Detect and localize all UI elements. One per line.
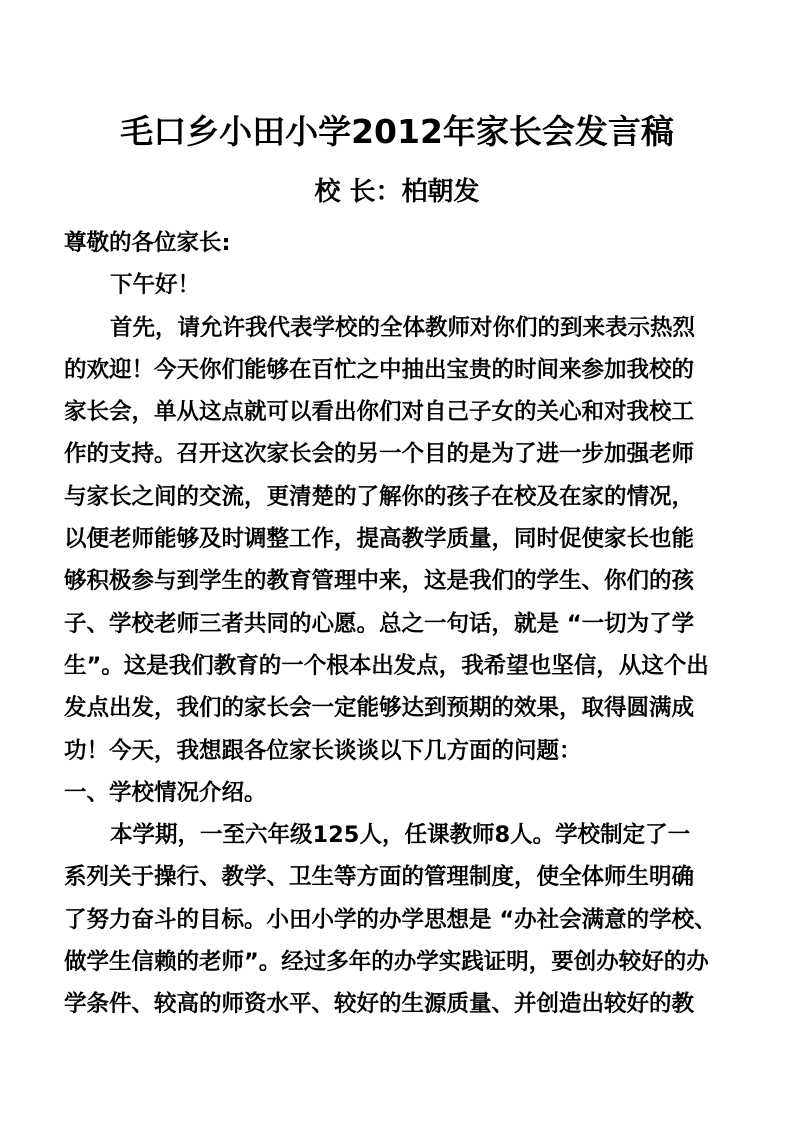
paragraph-line: 做学生信赖的老师”。经过多年的办学实践证明，要创办较好的办 <box>64 949 709 976</box>
paragraph-line: 学条件、较高的师资水平、较好的生源质量、并创造出较好的教 <box>64 991 695 1018</box>
paragraph-line: 以便老师能够及时调整工作，提高教学质量，同时促使家长也能 <box>64 526 695 553</box>
document-title: 毛口乡小田小学2012年家长会发言稿 <box>120 112 674 151</box>
paragraph-line: 本学期，一至六年级125人，任课教师8人。学校制定了一 <box>110 822 691 849</box>
paragraph-line: 一、学校情况介绍。 <box>64 779 267 806</box>
paragraph-line: 发点出发，我们的家长会一定能够达到预期的效果，取得圆满成 <box>64 695 695 722</box>
paragraph-line: 够积极参与到学生的教育管理中来，这是我们的学生、你们的孩 <box>64 568 695 595</box>
paragraph-line: 的欢迎！今天你们能够在百忙之中抽出宝贵的时间来参加我校的 <box>64 356 695 383</box>
paragraph-line: 子、学校老师三者共同的心愿。总之一句话，就是 “一切为了学 <box>64 610 695 637</box>
paragraph-line: 下午好！ <box>110 272 201 299</box>
paragraph-line: 作的支持。召开这次家长会的另一个目的是为了进一步加强老师 <box>64 441 695 468</box>
author-line: 校 长：柏朝发 <box>314 177 480 207</box>
paragraph-line: 功！今天，我想跟各位家长谈谈以下几方面的问题： <box>64 737 582 764</box>
paragraph-line: 与家长之间的交流，更清楚的了解你的孩子在校及在家的情况， <box>64 483 695 510</box>
paragraph-line: 系列关于操行、教学、卫生等方面的管理制度，使全体师生明确 <box>64 864 695 891</box>
paragraph-line: 了努力奋斗的目标。小田小学的办学思想是 “办社会满意的学校、 <box>64 906 717 933</box>
paragraph-line: 家长会，单从这点就可以看出你们对自己子女的关心和对我校工 <box>64 399 695 426</box>
paragraph-line: 首先，请允许我代表学校的全体教师对你们的到来表示热烈 <box>110 314 696 341</box>
paragraph-line: 生”。这是我们教育的一个根本出发点，我希望也坚信，从这个出 <box>64 652 709 679</box>
document-body <box>64 222 734 1026</box>
paragraph-line: 尊敬的各位家长: <box>64 230 231 256</box>
